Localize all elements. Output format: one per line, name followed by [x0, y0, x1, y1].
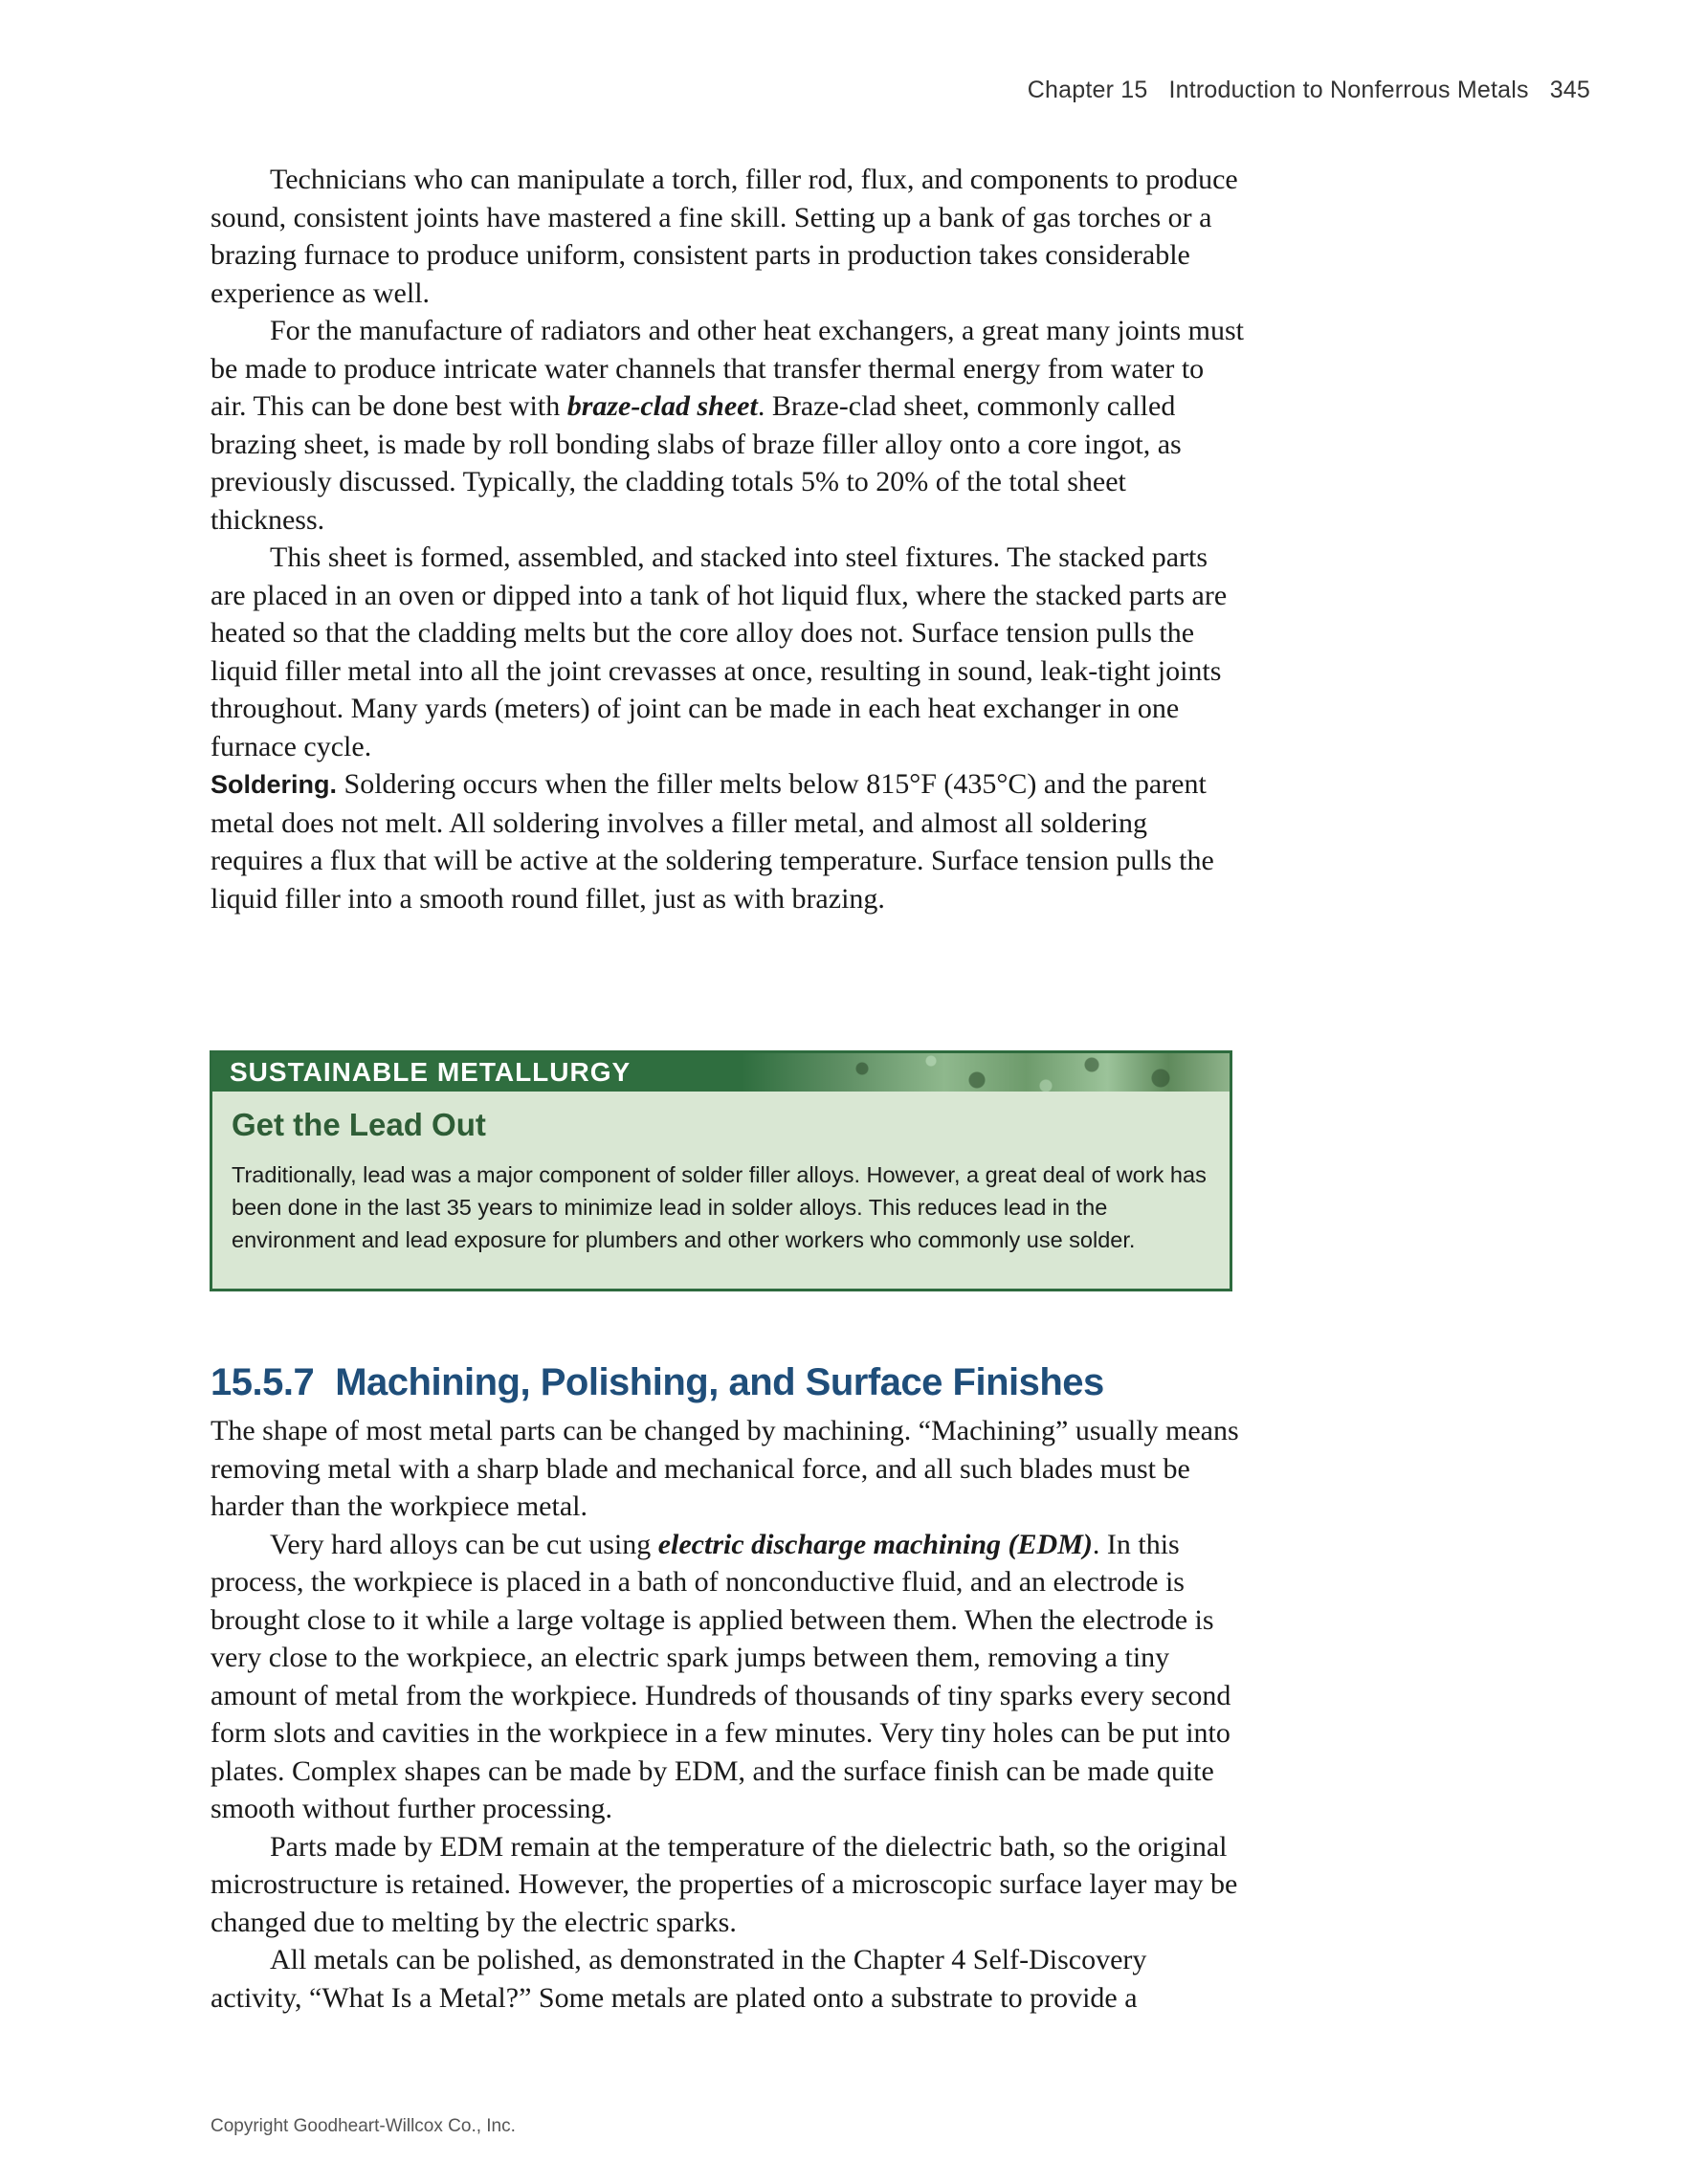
body-column — [211, 161, 1244, 917]
sidebar-sustainable-metallurgy — [210, 1050, 1232, 1291]
paragraph-stacked-parts: This sheet is formed, assembled, and stacked into steel fixtures. The stacked parts are placed in an oven or dipped into a tank of hot liquid flux, where the stacked parts are heated so that the cladding melts but the core alloy does not. Surface tension pulls the liquid filler metal into all the joint crevasses at once, resulting in sound, leak-tight joints throughout. Many yards (meters) of joint can be made in each heat exchanger in one furnace cycle. — [211, 541, 1228, 762]
paragraph-edm-microstructure: Parts made by EDM remain at the temperature of the dielectric bath, so the original microstructure is retained. However, the properties of a microscopic surface layer may be changed due to melting by the electric sparks. — [211, 1830, 1238, 1938]
soldering-heading: Soldering. — [211, 770, 338, 799]
key-term-braze-clad-sheet: braze-clad sheet — [566, 390, 758, 422]
paragraph-technicians: Technicians who can manipulate a torch, filler rod, flux, and components to produce sound, consistent joints have mastered a fine skill. Setting up a bank of gas torches or a brazing furnace to produce uniform, consistent parts in production takes considerable experience as well. — [211, 164, 1238, 309]
paragraph-machining: The shape of most metal parts can be changed by machining. “Machining” usually means removing metal with a sharp blade and mechanical force, and all such blades must be harder than the workpiece metal. — [211, 1415, 1239, 1522]
page-number: 345 — [1549, 77, 1590, 103]
section-number: 15.5.7 — [211, 1361, 315, 1403]
copyright-footer: Copyright Goodheart-Willcox Co., Inc. — [211, 2116, 516, 2136]
paragraph-radiators: For the manufacture of radiators and other heat exchangers, a great many joints must be made to produce intricate water channels that transfer thermal energy from water to air. This can be done best with braze-clad sheet. Braze-clad sheet, commonly called brazing sheet, is made by roll bonding slabs of braze filler alloy onto a core ingot, as previously discussed. Typically, the cladding totals 5% to 20% of the total sheet thickness. — [211, 315, 1244, 536]
paragraph-edm: Very hard alloys can be cut using electric discharge machining (EDM). In this process, the workpiece is placed in a bath of nonconductive fluid, and an electrode is brought close to it while a large voltage is applied between them. When the electrode is very close to the workpiece, an electric spark jumps between them, removing a tiny amount of metal from the workpiece. Hundreds of thousands of tiny sparks every second form slots and cavities in the workpiece in a few minutes. Very tiny holes can be put into plates. Complex shapes can be made by EDM, and the surface finish can be made quite smooth without further processing. — [211, 1528, 1231, 1824]
section-15-5-7 — [211, 1361, 1244, 2017]
sidebar-title: Get the Lead Out — [232, 1107, 486, 1142]
section-heading — [211, 1361, 1244, 1404]
sidebar-label: SUSTAINABLE METALLURGY — [230, 1057, 632, 1087]
sidebar-body: Traditionally, lead was a major component of solder filler alloys. However, a great deal of work has been done in the last 35 years to minimize lead in solder alloys. This reduces lead in the environment and lead exposure for plumbers and other workers who commonly use solder. — [232, 1162, 1207, 1252]
running-head — [1028, 77, 1590, 104]
paragraph-soldering: Soldering. Soldering occurs when the filler melts below 815°F (435°C) and the parent metal does not melt. All soldering involves a filler metal, and almost all soldering requires a flux that will be active at the soldering temperature. Surface tension pulls the liquid filler into a smooth round fillet, just as with brazing. — [211, 768, 1214, 915]
paragraph-polishing: All metals can be polished, as demonstrated in the Chapter 4 Self-Discovery activity, “What Is a Metal?” Some metals are plated onto a substrate to provide a — [211, 1944, 1147, 2014]
chapter-title: Introduction to Nonferrous Metals — [1168, 77, 1529, 103]
banner-texture-image — [770, 1053, 1230, 1092]
chapter-label: Chapter 15 — [1027, 77, 1148, 103]
section-title: Machining, Polishing, and Surface Finishes — [335, 1361, 1104, 1403]
sidebar-banner — [212, 1053, 1230, 1092]
key-term-edm: electric discharge machining (EDM) — [657, 1528, 1093, 1560]
